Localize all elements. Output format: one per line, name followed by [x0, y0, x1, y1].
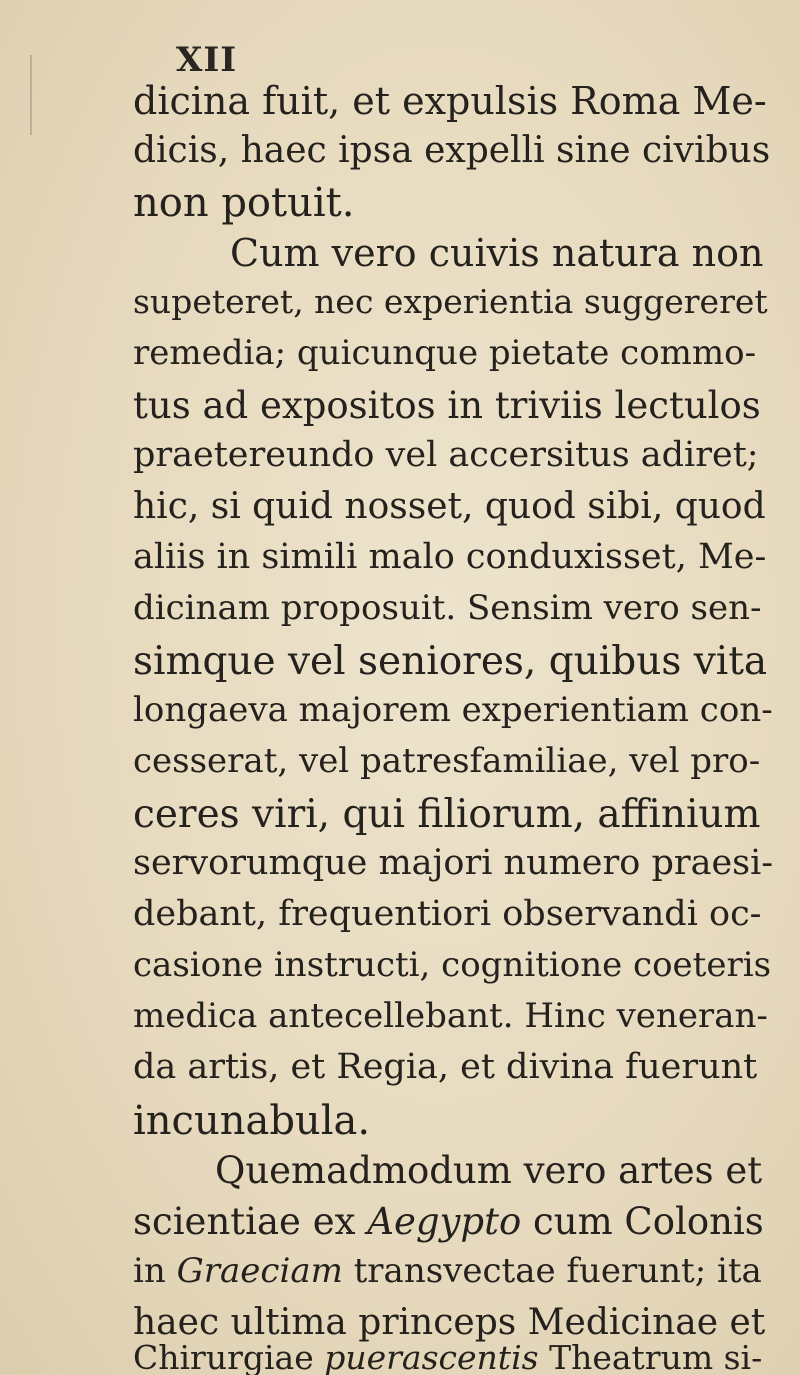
text-line-1 — [133, 79, 773, 123]
text-line-14-text: cesserat, vel patresfamiliae, vel pro- — [133, 741, 761, 781]
text-line-23-text-a: scientiae ex — [133, 1200, 356, 1243]
text-line-18-text: casione instructi, cognitione coeteris — [133, 945, 772, 985]
text-line-23 — [133, 1200, 773, 1243]
text-line-5-text: supeteret, nec experientia suggereret — [133, 282, 768, 321]
text-line-16-text: servorumque majori numero praesi- — [133, 843, 774, 883]
text-line-22-text: Quemadmodum vero artes et — [215, 1149, 763, 1192]
text-line-4 — [230, 231, 773, 275]
text-line-24-italic: Graeciam — [176, 1251, 343, 1291]
text-line-26-italic: puerascentis — [324, 1338, 539, 1375]
text-line-7 — [133, 384, 773, 427]
text-line-5 — [133, 282, 773, 321]
text-line-21-text: incunabula. — [133, 1098, 371, 1144]
text-line-25 — [133, 1302, 773, 1343]
page-number: XII — [176, 40, 238, 80]
text-line-6 — [133, 333, 773, 373]
text-line-2-text: dicis, haec ipsa expelli sine civibus — [133, 130, 771, 171]
text-line-26-text-a: Chirurgiae — [133, 1338, 314, 1375]
text-line-26-text-b: Theatrum si- — [549, 1338, 763, 1375]
text-line-9-text: hic, si quid nosset, quod sibi, quod — [133, 486, 766, 527]
text-line-19 — [133, 996, 773, 1036]
text-line-10-text: aliis in simili malo conduxisset, Me- — [133, 537, 767, 577]
text-line-4-text: Cum vero cuivis natura non — [230, 231, 764, 275]
text-line-12-text: simque vel seniores, quibus vita — [133, 639, 768, 684]
text-line-24 — [133, 1251, 773, 1291]
text-line-12 — [133, 639, 773, 684]
text-line-24-text-a: in — [133, 1251, 166, 1291]
text-line-18 — [133, 945, 773, 985]
text-line-10 — [133, 537, 773, 577]
text-line-8 — [133, 435, 773, 475]
text-line-26 — [133, 1338, 773, 1375]
text-line-17-text: debant, frequentiori observandi oc- — [133, 894, 762, 934]
text-line-16 — [133, 843, 774, 883]
text-line-6-text: remedia; quicunque pietate commo- — [133, 333, 757, 373]
text-line-20 — [133, 1047, 773, 1087]
text-line-20-text: da artis, et Regia, et divina fuerunt — [133, 1047, 758, 1087]
text-line-11-text: dicinam proposuit. Sensim vero sen- — [133, 588, 762, 628]
text-line-17 — [133, 894, 773, 934]
text-line-9 — [133, 486, 773, 527]
text-line-7-text: tus ad expositos in triviis lectulos — [133, 384, 761, 427]
text-line-23-italic: Aegypto — [367, 1200, 522, 1243]
text-line-14 — [133, 741, 773, 781]
text-line-15 — [133, 792, 773, 837]
text-line-19-text: medica antecellebant. Hinc veneran- — [133, 996, 768, 1036]
text-line-21 — [133, 1098, 773, 1144]
text-line-25-text: haec ultima princeps Medicinae et — [133, 1302, 766, 1343]
text-line-2 — [133, 130, 773, 171]
text-line-22 — [215, 1149, 773, 1192]
text-line-11 — [133, 588, 773, 628]
text-line-1-text: dicina fuit, et expulsis Roma Me- — [133, 79, 767, 123]
text-line-15-text: ceres viri, qui filiorum, affinium — [133, 792, 761, 837]
text-line-8-text: praetereundo vel accersitus adiret; — [133, 435, 759, 475]
text-line-23-text-b: cum Colonis — [533, 1200, 764, 1243]
page-edge-mark — [30, 55, 32, 135]
text-line-13 — [133, 690, 773, 730]
text-line-3-text: non potuit. — [133, 180, 355, 226]
text-line-24-text-b: transvectae fuerunt; ita — [353, 1251, 762, 1291]
text-line-13-text: longaeva majorem experientiam con- — [133, 690, 773, 730]
text-line-3 — [133, 180, 773, 226]
